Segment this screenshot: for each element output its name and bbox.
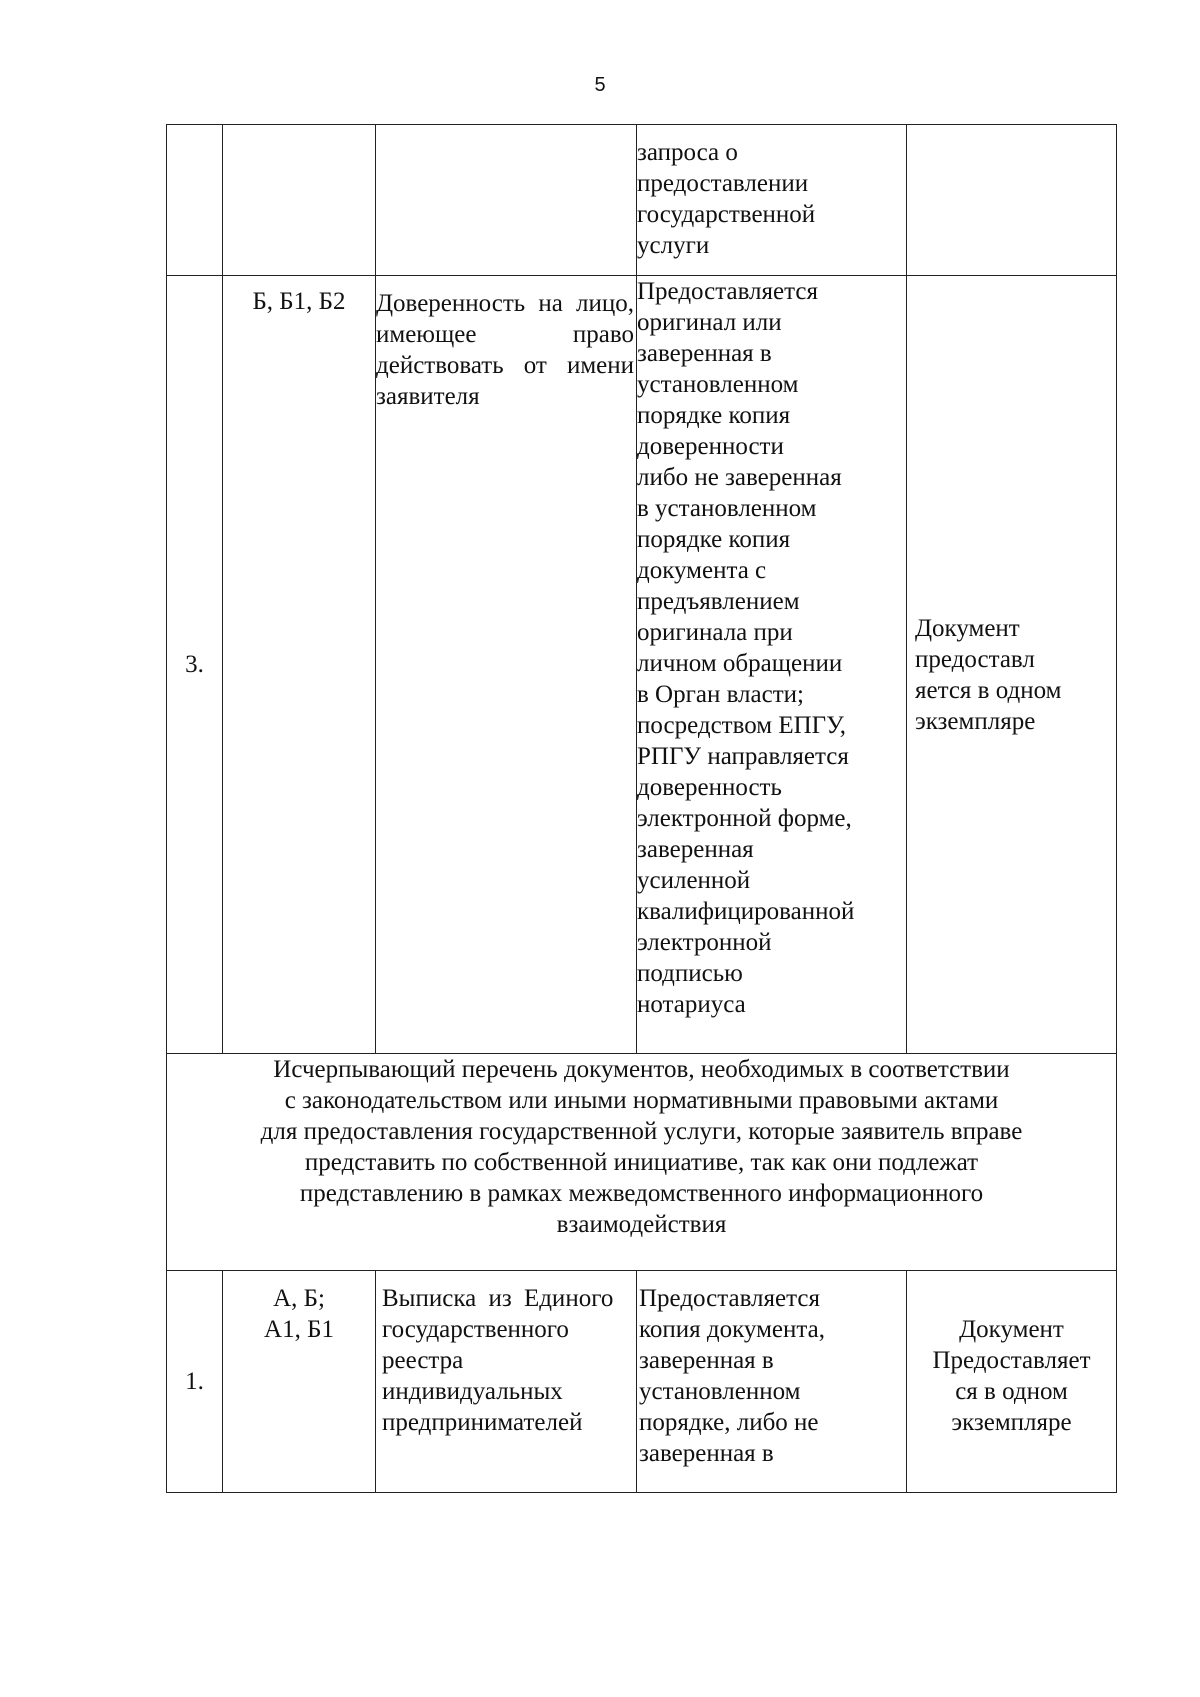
description-line: доверенность [637, 774, 782, 801]
table-row-continuation [167, 125, 1117, 276]
section-heading [167, 1054, 1117, 1271]
heading-line: для предоставления государственной услуги, которые заявитель вправе [260, 1118, 1023, 1145]
description-line: в установленном [637, 495, 817, 522]
cell-description [637, 125, 907, 276]
cell-note [907, 125, 1117, 276]
category-line: А1, Б1 [264, 1316, 334, 1343]
description-line: установленном [639, 1378, 801, 1405]
description-line: заверенная в [639, 1347, 774, 1374]
note-line: ся в одном [955, 1378, 1068, 1405]
description-line: документа с [637, 557, 767, 584]
documents-table [166, 124, 1117, 1493]
note-line: экземпляре [915, 707, 1036, 735]
cell-number [167, 125, 223, 276]
heading-line: представить по собственной инициативе, так как они подлежат [304, 1149, 979, 1176]
description-line: либо не заверенная [637, 464, 842, 491]
note-line: яется в одном [915, 676, 1062, 704]
description-line: усиленной [637, 867, 751, 894]
description-line: порядке, либо не [639, 1409, 819, 1436]
heading-line: Исчерпывающий перечень документов, необходимых в соответствии [273, 1056, 1010, 1083]
cell-category [223, 125, 376, 276]
description-line: порядке копия [637, 402, 791, 429]
description-line: доверенности [637, 433, 784, 460]
description-line: порядке копия [637, 526, 791, 553]
description-line: в Орган власти; [637, 681, 804, 708]
note-line: Документ [915, 614, 1020, 642]
heading-line: взаимодействия [556, 1211, 727, 1238]
description-line: заверенная в [639, 1440, 774, 1467]
description-line: предоставлении [637, 170, 809, 197]
name-line: реестра [382, 1347, 464, 1374]
description-line: Предоставляется [639, 1285, 820, 1312]
description-line: оригинала при [637, 619, 793, 646]
category-line: А, Б; [273, 1285, 325, 1312]
description-line: нотариуса [637, 991, 746, 1018]
cell-document-name [376, 1271, 637, 1493]
description-line: установленном [637, 371, 799, 398]
description-line: запроса о [637, 139, 738, 166]
description-line: электронной форме, [637, 805, 852, 832]
description-line: предъявлением [637, 588, 800, 615]
cell-description [637, 276, 907, 1054]
description-line: услуги [637, 232, 710, 259]
cell-note [907, 1271, 1117, 1493]
description-line: копия документа, [639, 1316, 825, 1343]
note-line: экземпляре [951, 1409, 1072, 1436]
note-line: Документ [959, 1316, 1064, 1343]
heading-line: представлению в рамках межведомственного информационного [299, 1180, 984, 1207]
cell-note [907, 276, 1117, 1054]
description-line: РПГУ направляется [637, 743, 849, 770]
cell-document-name [376, 125, 637, 276]
note-line: Предоставляет [932, 1347, 1091, 1374]
description-line: государственной [637, 201, 816, 228]
name-line: Выписка из Единого [382, 1285, 614, 1312]
description-line: Предоставляется [637, 278, 818, 305]
description-line: заверенная в [637, 340, 772, 367]
cell-number: 3. [167, 276, 223, 1054]
heading-line: с законодательством или иными нормативными правовыми актами [284, 1087, 999, 1114]
name-line: индивидуальных [382, 1378, 563, 1405]
cell-document-name: Доверенность на лицо, имеющее право действовать от имени заявителя [376, 276, 637, 1054]
description-line: личном обращении [637, 650, 843, 677]
name-line: государственного [382, 1316, 569, 1343]
description-line: электронной [637, 929, 772, 956]
cell-category [223, 1271, 376, 1493]
description-line: подписью [637, 960, 743, 987]
description-line: квалифицированной [637, 898, 855, 925]
description-line: заверенная [637, 836, 754, 863]
page-number: 5 [594, 74, 606, 96]
description-line: оригинал или [637, 309, 782, 336]
name-line: предпринимателей [382, 1409, 583, 1436]
cell-number: 1. [167, 1271, 223, 1493]
cell-description [637, 1271, 907, 1493]
table-row-3 [167, 276, 1117, 1054]
cell-category: Б, Б1, Б2 [223, 276, 376, 1054]
table-row-1 [167, 1271, 1117, 1493]
description-line: посредством ЕПГУ, [637, 712, 846, 739]
note-line: предоставл [915, 645, 1035, 673]
section-heading-row [167, 1054, 1117, 1271]
